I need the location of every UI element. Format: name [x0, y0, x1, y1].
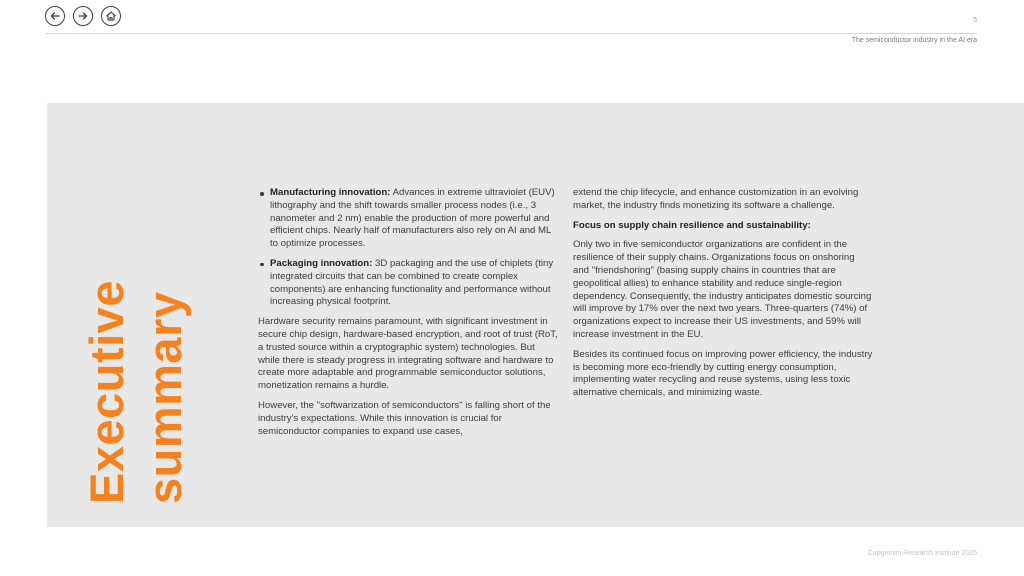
page-number: 5 — [973, 17, 977, 24]
bullet-text: Advances in extreme ultraviolet (EUV) lithography and the shift towards smaller process nodes (i.e., 3 nanometer and 2 nm) enable the production of more powerful and efficient chips. Nearly half of manufacturers also rely on AI and ML to optimize processes. — [270, 187, 555, 250]
report-title: The semiconductor industry in the AI era — [851, 37, 977, 44]
bullet-label: Packaging innovation: — [270, 257, 373, 269]
back-button[interactable] — [45, 6, 65, 26]
arrow-left-icon — [49, 10, 61, 22]
navigation-bar — [45, 6, 121, 26]
home-button[interactable] — [101, 6, 121, 26]
paragraph-hardware-security: Hardware security remains paramount, with significant investment in secure chip design, hardware-based encryption, and root of trust (RoT, a trusted source within a cryptographic system) technologies. But while there is steady progress in integrating software and hardware to create more adaptable and programmable semiconductor solutions, monetization remains a hurdle. — [258, 316, 558, 392]
paragraph-chip-lifecycle: extend the chip lifecycle, and enhance customization in an evolving market, the industry finds monetizing its software a challenge. — [573, 187, 859, 211]
text-column-1 — [258, 187, 558, 445]
section-title — [78, 232, 196, 504]
forward-button[interactable] — [73, 6, 93, 26]
bullet-label: Manufacturing innovation: — [270, 187, 391, 198]
bullet-packaging-innovation — [258, 258, 558, 309]
header-divider — [45, 33, 977, 34]
subheading-supply-chain: Focus on supply chain resilience and sustainability: — [573, 219, 811, 231]
section-title-line2: summary — [138, 291, 191, 504]
footer-credit: Capgemini Research Institute 2025 — [867, 550, 977, 557]
bullet-manufacturing-innovation — [258, 187, 558, 251]
paragraph-sustainability: Besides its continued focus on improving power efficiency, the industry is becoming more eco-friendly by cutting energy consumption, implementing water recycling and reuse systems, using less toxic alternative chemicals, and minimizing waste. — [573, 348, 873, 399]
paragraph-softwarization: However, the "softwarization of semiconductors" is falling short of the industry's expectations. While this innovation is crucial for semiconductor companies to expand use cases, — [258, 399, 551, 437]
text-column-2 — [573, 187, 873, 407]
home-icon — [105, 10, 117, 22]
section-title-line1: Executive — [80, 280, 133, 504]
bullet-text: 3D packaging and the use of chiplets (tiny integrated circuits that can be combined to create complex components) are enhancing functionality and performance without increasing physical footprint. — [270, 257, 554, 308]
paragraph-supply-chain: Only two in five semiconductor organizations are confident in the resilience of their supply chains. Organizations focus on onshoring and "friendshoring" (basing supply chains in countries that are geopolitical allies) to enhance stability and reduce single-region dependency. Consequently, the industry anticipates domestic sourcing will improve by 17% over the next two years. Three-quarters (74%) of organizations expect to increase their US investments, and 59% will increase investment in the EU. — [573, 239, 872, 340]
arrow-right-icon — [77, 10, 89, 22]
